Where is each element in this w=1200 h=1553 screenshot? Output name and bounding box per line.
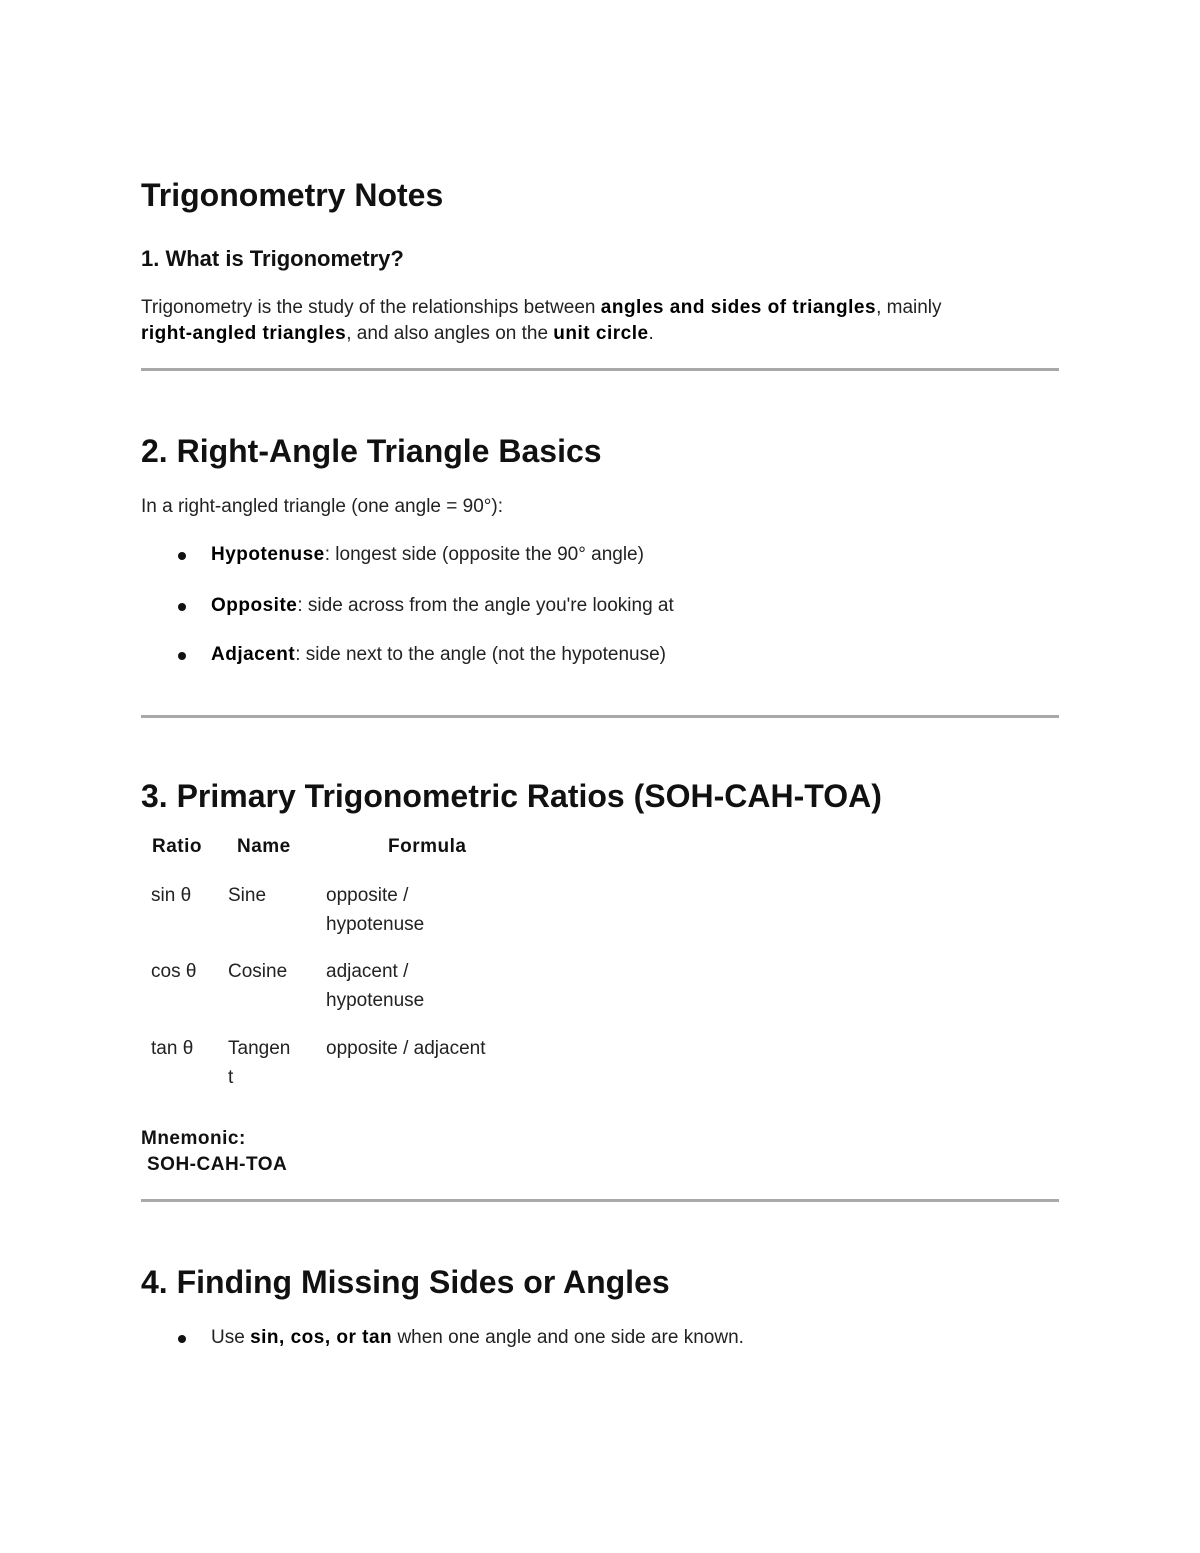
bullet-icon (178, 1335, 186, 1343)
bold-text: sin, cos, or tan (250, 1327, 393, 1348)
bullet-icon (178, 552, 186, 560)
table-header-name: Name (237, 836, 291, 857)
table-cell-name: Cosine (228, 961, 288, 982)
table-cell-ratio: tan θ (151, 1038, 194, 1059)
bold-text: right-angled triangles (141, 323, 347, 344)
text: : side next to the angle (not the hypotenuse) (295, 644, 667, 665)
table-cell-name-cont: t (228, 1067, 234, 1088)
mnemonic-label: Mnemonic: (141, 1128, 246, 1149)
table-cell-formula-cont: hypotenuse (326, 990, 425, 1011)
text: , and also angles on the (346, 323, 554, 344)
table-header-ratio: Ratio (152, 836, 202, 857)
text: . (648, 323, 654, 344)
text: , mainly (876, 297, 942, 318)
term: Adjacent (211, 644, 296, 665)
section-2-heading: 2. Right-Angle Triangle Basics (141, 433, 602, 469)
list-item (211, 1327, 744, 1349)
text: Trigonometry is the study of the relationships between (141, 297, 601, 318)
divider (141, 1199, 1059, 1202)
section-4-heading: 4. Finding Missing Sides or Angles (141, 1264, 670, 1300)
text: when one angle and one side are known. (392, 1327, 744, 1348)
list-item (211, 595, 674, 617)
section-3-heading: 3. Primary Trigonometric Ratios (SOH-CAH-TOA) (141, 778, 882, 814)
table-cell-formula: adjacent / (326, 961, 409, 982)
table-cell-ratio: sin θ (151, 885, 192, 906)
text: : side across from the angle you're looking at (297, 595, 674, 616)
text: Use (211, 1327, 251, 1348)
table-header-formula: Formula (388, 836, 467, 857)
document-title: Trigonometry Notes (141, 177, 444, 213)
table-cell-name: Sine (228, 885, 267, 906)
bold-text: angles and sides of triangles (600, 297, 877, 318)
bullet-icon (178, 603, 186, 611)
section-1-paragraph-line-2 (141, 323, 654, 345)
bold-text: unit circle (553, 323, 649, 344)
term: Opposite (211, 595, 298, 616)
text: : longest side (opposite the 90° angle) (324, 544, 644, 565)
list-item (211, 544, 644, 566)
table-cell-formula: opposite / (326, 885, 409, 906)
divider (141, 715, 1059, 718)
divider (141, 368, 1059, 371)
bullet-icon (178, 652, 186, 660)
table-cell-ratio: cos θ (151, 961, 197, 982)
mnemonic-value: SOH-CAH-TOA (147, 1154, 288, 1175)
section-1-paragraph-line-1 (141, 297, 942, 319)
table-cell-name: Tangen (228, 1038, 291, 1059)
list-item (211, 644, 666, 666)
table-cell-formula-cont: hypotenuse (326, 914, 425, 935)
section-1-heading: 1. What is Trigonometry? (141, 246, 404, 271)
term: Hypotenuse (211, 544, 325, 565)
table-cell-formula: opposite / adjacent (326, 1038, 486, 1059)
section-2-intro: In a right-angled triangle (one angle = 90°): (141, 496, 503, 517)
